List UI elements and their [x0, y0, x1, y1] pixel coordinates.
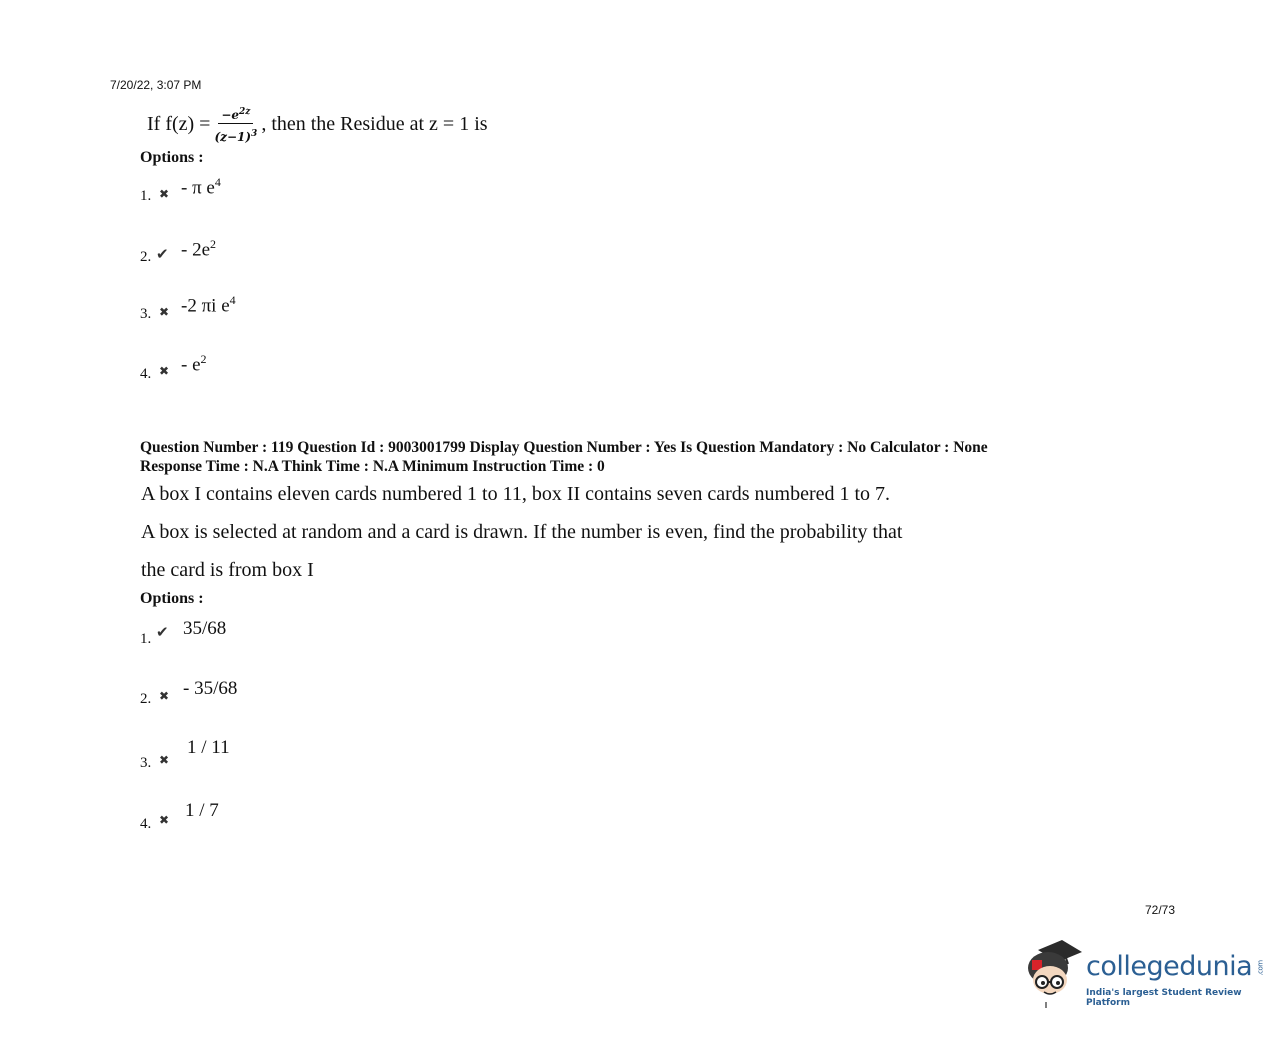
option-text: - 35/68: [183, 678, 238, 699]
question-2-meta: [140, 438, 988, 476]
stem-prefix: If f(z) =: [147, 112, 211, 135]
option-number: 4.: [140, 366, 152, 382]
print-timestamp: 7/20/22, 3:07 PM: [110, 78, 202, 92]
options-heading: Options :: [140, 590, 204, 607]
logo-wordmark: collegedunia .com: [1086, 951, 1265, 982]
options-heading: Options :: [140, 149, 204, 166]
logo-tagline: India's largest Student Review Platform: [1086, 988, 1242, 1008]
cross-icon: ✖: [159, 364, 170, 378]
option-text: - $2e^2$: [181, 237, 217, 261]
cross-icon: ✖: [159, 813, 170, 827]
option-number: 3.: [140, 755, 152, 771]
option-number: 1.: [140, 631, 152, 647]
cross-icon: ✖: [159, 689, 170, 703]
question-2-text-line: A box I contains eleven cards numbered 1 to 11, box II contains seven cards numbered 1 to 7.: [141, 483, 891, 505]
option-text: 1 / 7: [185, 800, 219, 821]
option-text: - $e^2$: [181, 352, 207, 376]
option-number: 1.: [140, 188, 152, 204]
option-number: 2.: [140, 691, 152, 707]
check-icon: ✔: [156, 247, 169, 263]
question-2-text-line: A box is selected at random and a card is drawn. If the number is even, find the probability that: [141, 521, 903, 543]
stem-suffix: , then the Residue at z = 1 is: [261, 112, 488, 135]
collegedunia-logo-mascot-icon: [1024, 938, 1086, 1010]
question-1-stem: [147, 104, 488, 144]
question-meta-line: Response Time : N.A Think Time : N.A Minimum Instruction Time : 0: [140, 458, 605, 475]
option-number: 2.: [140, 249, 152, 265]
cross-icon: ✖: [159, 753, 170, 767]
option-number: 3.: [140, 306, 152, 322]
fraction-numerator: $-e^{2z}$: [218, 105, 253, 124]
check-icon: ✔: [156, 625, 169, 641]
page-number: 72/73: [1145, 903, 1176, 917]
question-meta-line: Question Number : 119 Question Id : 9003001799 Display Question Number : Yes Is Question Mandatory : No Calculator : None: [140, 439, 988, 456]
option-text: 35/68: [183, 618, 227, 639]
option-text: - π $e^4$: [181, 175, 221, 199]
option-text: -2 πi $e^4$: [181, 293, 236, 317]
option-text: 1 / 11: [187, 737, 230, 758]
fraction: [214, 105, 257, 144]
cross-icon: ✖: [159, 187, 170, 201]
fraction-denominator: $(z-1)^3$: [214, 128, 258, 144]
question-2-text-line: the card is from box I: [141, 559, 314, 581]
option-number: 4.: [140, 816, 152, 832]
cross-icon: ✖: [159, 305, 170, 319]
